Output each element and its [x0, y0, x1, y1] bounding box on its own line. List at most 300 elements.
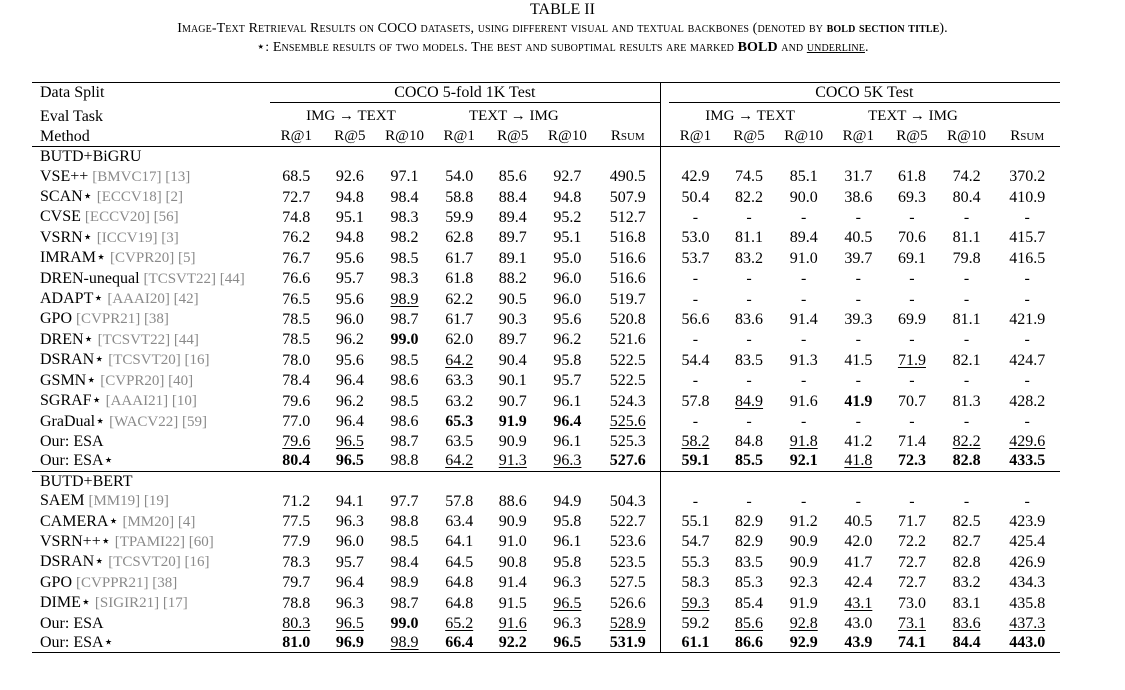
- value: -: [692, 413, 699, 430]
- split-separator: [661, 614, 669, 633]
- value-cell: [885, 248, 939, 268]
- split-separator: [661, 471, 669, 491]
- value: 96.3: [553, 574, 582, 592]
- value: 96.0: [553, 290, 582, 308]
- value-cell: [776, 573, 832, 593]
- value-cell: [885, 228, 939, 248]
- value-cell: [832, 432, 886, 451]
- value: 31.7: [844, 168, 873, 186]
- value-cell: [486, 350, 540, 370]
- value: 91.9: [789, 594, 818, 612]
- value-cell: [323, 371, 377, 391]
- value-cell: [722, 573, 776, 593]
- metric-header: R@1: [679, 127, 712, 144]
- value: 96.3: [553, 614, 582, 632]
- value: 516.8: [609, 229, 646, 247]
- value: 64.2: [445, 452, 474, 470]
- value: 94.8: [335, 229, 364, 247]
- value-cell: [377, 512, 433, 532]
- value: -: [963, 290, 970, 308]
- caption-text-end: .: [864, 40, 869, 55]
- value-cell: [939, 228, 995, 248]
- value: 423.9: [1009, 513, 1046, 531]
- value: 91.0: [498, 533, 527, 551]
- header-row-split: [32, 83, 1060, 103]
- value-cell: [669, 552, 723, 572]
- table-row: [32, 432, 1060, 451]
- value-cell: [432, 512, 486, 532]
- split-separator: [661, 391, 669, 411]
- value-cell: [432, 451, 486, 471]
- value: 92.7: [553, 168, 582, 186]
- value: 90.9: [498, 432, 527, 450]
- empty-cell: [540, 147, 596, 167]
- value-cell: [776, 391, 832, 411]
- img-text-header-1k: IMG → TEXT: [306, 108, 396, 125]
- value-cell: [885, 451, 939, 471]
- value: 78.3: [282, 553, 311, 571]
- value: 82.9: [735, 533, 764, 551]
- value: 90.0: [789, 188, 818, 206]
- value: 72.2: [897, 533, 926, 551]
- value-cell: [776, 167, 832, 187]
- value-cell: [323, 512, 377, 532]
- value: 74.5: [735, 168, 764, 186]
- value: 415.7: [1009, 229, 1046, 247]
- table-row: [32, 269, 1060, 289]
- method-citation: [BMVC17] [13]: [92, 168, 191, 185]
- value-cell: [595, 412, 660, 432]
- value-cell: [595, 187, 660, 207]
- value-cell: [432, 573, 486, 593]
- value-cell: [486, 330, 540, 350]
- value-cell: [377, 491, 433, 511]
- table-row: [32, 289, 1060, 309]
- value-cell: [595, 552, 660, 572]
- value: -: [801, 331, 807, 349]
- value-cell: [270, 532, 324, 552]
- value-cell: [377, 391, 433, 411]
- value-cell: [377, 593, 433, 613]
- split-separator: [661, 512, 669, 532]
- value: 89.7: [498, 331, 527, 349]
- value-cell: [432, 187, 486, 207]
- value: 41.5: [844, 351, 873, 369]
- value-cell: [323, 633, 377, 653]
- value: 96.2: [335, 331, 364, 349]
- section-title: BUTD+BiGRU: [32, 147, 270, 167]
- value-cell: [270, 289, 324, 309]
- value: 58.3: [681, 574, 710, 592]
- method-cell: [32, 269, 270, 289]
- value-cell: [486, 552, 540, 572]
- value: 64.8: [445, 594, 474, 612]
- text-img-header-1k: TEXT → IMG: [468, 108, 559, 125]
- value: -: [692, 372, 699, 390]
- value: -: [855, 208, 861, 226]
- value-cell: [994, 512, 1060, 532]
- method-citation: [TPAMI22] [60]: [114, 533, 214, 550]
- value: 69.1: [897, 249, 926, 267]
- value: 41.9: [844, 392, 873, 410]
- value-cell: [432, 167, 486, 187]
- method-cell: [32, 593, 270, 613]
- method-citation: [SIGIR21] [17]: [94, 595, 188, 612]
- table-row: [32, 633, 1060, 653]
- value: 83.5: [735, 553, 764, 571]
- value-cell: [432, 228, 486, 248]
- value-cell: [939, 432, 995, 451]
- table-row: [32, 593, 1060, 613]
- value-cell: [994, 593, 1060, 613]
- value-cell: [939, 187, 995, 207]
- empty-cell: [885, 471, 939, 491]
- value-cell: [994, 633, 1060, 653]
- value-cell: [939, 573, 995, 593]
- value-cell: [722, 451, 776, 471]
- value: 71.4: [897, 432, 926, 450]
- value: 42.9: [681, 168, 710, 186]
- value: -: [909, 290, 915, 308]
- method-name: DREN⋆: [40, 330, 94, 348]
- method-citation: [ECCV18] [2]: [96, 189, 183, 206]
- value: 59.9: [445, 208, 474, 226]
- value: 522.5: [609, 372, 646, 390]
- value: 522.5: [609, 351, 646, 369]
- value: 91.3: [498, 452, 527, 470]
- method-name: VSE++: [40, 167, 89, 185]
- value: -: [909, 492, 915, 510]
- method-citation: [AAAI20] [42]: [107, 291, 199, 308]
- value: 92.6: [335, 168, 364, 186]
- value-cell: [595, 451, 660, 471]
- value-cell: [595, 633, 660, 653]
- value: 98.7: [390, 432, 419, 450]
- value: 98.7: [390, 594, 419, 612]
- value: 74.1: [897, 633, 926, 651]
- value: -: [692, 270, 699, 288]
- method-name: SGRAF⋆: [40, 392, 102, 410]
- method-citation: [TCSVT20] [16]: [108, 554, 210, 571]
- value: 78.4: [282, 372, 311, 390]
- value-cell: [595, 532, 660, 552]
- data-split-label: Data Split: [32, 83, 270, 103]
- value: 84.9: [735, 392, 764, 410]
- value: 78.8: [282, 594, 311, 612]
- metric-header: R@5: [896, 127, 928, 144]
- value: 527.5: [609, 574, 646, 592]
- value: 89.4: [498, 208, 527, 226]
- value-cell: [994, 207, 1060, 227]
- value-cell: [432, 269, 486, 289]
- metric-header: R@10: [548, 127, 587, 144]
- value-cell: [722, 187, 776, 207]
- value-cell: [540, 248, 596, 268]
- value: 96.5: [335, 432, 364, 450]
- value-cell: [486, 309, 540, 329]
- empty-cell: [669, 147, 723, 167]
- value-cell: [486, 269, 540, 289]
- value: 74.2: [952, 168, 981, 186]
- value-cell: [377, 269, 433, 289]
- split-separator: [661, 248, 669, 268]
- value: 83.2: [952, 574, 981, 592]
- value: 96.1: [553, 432, 582, 450]
- value: 89.7: [498, 229, 527, 247]
- empty-cell: [323, 471, 377, 491]
- value: 70.7: [897, 392, 926, 410]
- value-cell: [885, 269, 939, 289]
- value-cell: [377, 228, 433, 248]
- value-cell: [722, 269, 776, 289]
- method-cell: [32, 614, 270, 633]
- value: 80.4: [952, 188, 981, 206]
- value: 76.5: [282, 290, 311, 308]
- empty-cell: [939, 471, 995, 491]
- value-cell: [595, 593, 660, 613]
- method-cell: [32, 187, 270, 207]
- value: 54.4: [681, 351, 710, 369]
- value-cell: [939, 491, 995, 511]
- value-cell: [270, 491, 324, 511]
- value-cell: [486, 187, 540, 207]
- value-cell: [994, 614, 1060, 633]
- value: 85.6: [498, 168, 527, 186]
- value: 437.3: [1009, 614, 1046, 632]
- value-cell: [432, 432, 486, 451]
- value-cell: [595, 309, 660, 329]
- empty-cell: [832, 471, 886, 491]
- metric-header: Rsum: [1010, 127, 1045, 144]
- value-cell: [270, 269, 324, 289]
- value-cell: [595, 614, 660, 633]
- value: 91.4: [498, 574, 527, 592]
- value-cell: [432, 371, 486, 391]
- split-separator: [661, 532, 669, 552]
- method-label: Method: [40, 127, 90, 145]
- value-cell: [432, 330, 486, 350]
- value-cell: [486, 167, 540, 187]
- value: 43.1: [844, 594, 873, 612]
- value: 98.9: [390, 574, 419, 592]
- value-cell: [885, 552, 939, 572]
- value-cell: [432, 593, 486, 613]
- value: 512.7: [609, 208, 646, 226]
- value-cell: [722, 491, 776, 511]
- value-cell: [432, 289, 486, 309]
- value: -: [855, 270, 861, 288]
- value: 97.1: [390, 168, 419, 186]
- value: -: [1024, 331, 1030, 349]
- value-cell: [323, 532, 377, 552]
- value-cell: [270, 573, 324, 593]
- value: 520.8: [609, 310, 646, 328]
- method-name: Our: ESA⋆: [40, 633, 114, 651]
- value: -: [692, 492, 699, 510]
- value-cell: [595, 350, 660, 370]
- value-cell: [669, 289, 723, 309]
- value: -: [746, 290, 752, 308]
- value: 91.4: [789, 310, 818, 328]
- value-cell: [939, 614, 995, 633]
- value: -: [963, 208, 970, 226]
- table-row: [32, 391, 1060, 411]
- method-name: DREN-unequal: [40, 269, 140, 287]
- value-cell: [669, 391, 723, 411]
- caption-text: and: [777, 40, 807, 55]
- value-cell: [994, 330, 1060, 350]
- value-cell: [776, 228, 832, 248]
- split-separator: [661, 593, 669, 613]
- value-cell: [776, 593, 832, 613]
- value: -: [909, 208, 915, 226]
- value-cell: [486, 451, 540, 471]
- empty-cell: [270, 147, 324, 167]
- value-cell: [994, 187, 1060, 207]
- value: 50.4: [681, 188, 710, 206]
- value-cell: [270, 412, 324, 432]
- method-cell: [32, 552, 270, 572]
- split-separator: [661, 269, 669, 289]
- value: -: [1024, 208, 1030, 226]
- value-cell: [270, 207, 324, 227]
- value-cell: [722, 289, 776, 309]
- value-cell: [486, 614, 540, 633]
- value: 507.9: [609, 188, 646, 206]
- value: 84.4: [952, 633, 981, 651]
- value-cell: [540, 228, 596, 248]
- value-cell: [432, 614, 486, 633]
- method-citation: [TCSVT22] [44]: [97, 331, 199, 348]
- caption-bold-word: BOLD: [737, 40, 778, 55]
- split-separator: [661, 350, 669, 370]
- value: 91.0: [789, 249, 818, 267]
- value-cell: [939, 371, 995, 391]
- value: 43.0: [844, 614, 873, 632]
- value: -: [855, 492, 861, 510]
- value: 443.0: [1009, 633, 1046, 651]
- value-cell: [994, 491, 1060, 511]
- value-cell: [486, 228, 540, 248]
- value: 96.0: [335, 310, 364, 328]
- value: 64.5: [445, 553, 474, 571]
- split-separator: [661, 167, 669, 187]
- value-cell: [994, 228, 1060, 248]
- value: -: [963, 331, 970, 349]
- value-cell: [994, 309, 1060, 329]
- value-cell: [776, 432, 832, 451]
- value-cell: [377, 532, 433, 552]
- value: -: [1024, 413, 1030, 430]
- value: 83.6: [952, 614, 981, 632]
- value: -: [855, 413, 861, 430]
- value: 85.3: [735, 574, 764, 592]
- metric-header: R@5: [497, 127, 529, 144]
- value: 58.8: [445, 188, 474, 206]
- value: 96.5: [335, 452, 364, 470]
- value-cell: [722, 412, 776, 432]
- value-cell: [323, 228, 377, 248]
- value-cell: [832, 330, 886, 350]
- table-caption: [0, 0, 1125, 57]
- value: 424.7: [1009, 351, 1046, 369]
- split-separator: [661, 147, 669, 167]
- value: 90.4: [498, 351, 527, 369]
- value-cell: [885, 614, 939, 633]
- value-cell: [540, 432, 596, 451]
- value: 88.4: [498, 188, 527, 206]
- value-cell: [994, 552, 1060, 572]
- value: 82.7: [952, 533, 981, 551]
- value: 58.2: [681, 432, 710, 450]
- value: 96.0: [335, 533, 364, 551]
- value: 56.6: [681, 310, 710, 328]
- value: 74.8: [282, 208, 311, 226]
- value-cell: [939, 330, 995, 350]
- empty-cell: [270, 471, 324, 491]
- value-cell: [832, 167, 886, 187]
- value: -: [692, 331, 699, 349]
- value-cell: [432, 391, 486, 411]
- value-cell: [776, 614, 832, 633]
- value: 98.5: [390, 249, 419, 267]
- value: 90.9: [789, 533, 818, 551]
- value: 523.5: [609, 553, 646, 571]
- value-cell: [832, 371, 886, 391]
- value-cell: [776, 491, 832, 511]
- value-cell: [832, 512, 886, 532]
- value: 82.8: [952, 553, 981, 571]
- value: 77.0: [282, 413, 311, 430]
- value: 416.5: [1009, 249, 1046, 267]
- value-cell: [486, 532, 540, 552]
- value-cell: [270, 451, 324, 471]
- value: 62.8: [445, 229, 474, 247]
- value: 521.6: [609, 331, 646, 349]
- header-row-task: [32, 103, 1060, 127]
- split-5k-header: COCO 5K Test: [669, 83, 1060, 103]
- method-name: GPO: [40, 573, 73, 591]
- method-cell: [32, 248, 270, 268]
- empty-cell: [540, 471, 596, 491]
- value-cell: [885, 633, 939, 653]
- value-cell: [377, 330, 433, 350]
- value-cell: [270, 391, 324, 411]
- value-cell: [722, 350, 776, 370]
- value-cell: [994, 269, 1060, 289]
- table-row: [32, 451, 1060, 471]
- value-cell: [939, 633, 995, 653]
- value: -: [746, 331, 752, 349]
- value: 95.1: [553, 229, 582, 247]
- value: 92.1: [789, 452, 818, 470]
- value: -: [746, 492, 752, 510]
- value: 85.1: [789, 168, 818, 186]
- value: 65.3: [445, 413, 474, 430]
- value-cell: [669, 593, 723, 613]
- metric-header: R@10: [385, 127, 424, 144]
- value: 79.7: [282, 574, 311, 592]
- value-cell: [885, 573, 939, 593]
- table-row: [32, 350, 1060, 370]
- section-title: BUTD+BERT: [32, 471, 270, 491]
- value: -: [963, 492, 970, 510]
- empty-cell: [595, 103, 660, 127]
- value-cell: [595, 289, 660, 309]
- value-cell: [776, 330, 832, 350]
- value: 59.1: [681, 452, 710, 470]
- value: 426.9: [1009, 553, 1046, 571]
